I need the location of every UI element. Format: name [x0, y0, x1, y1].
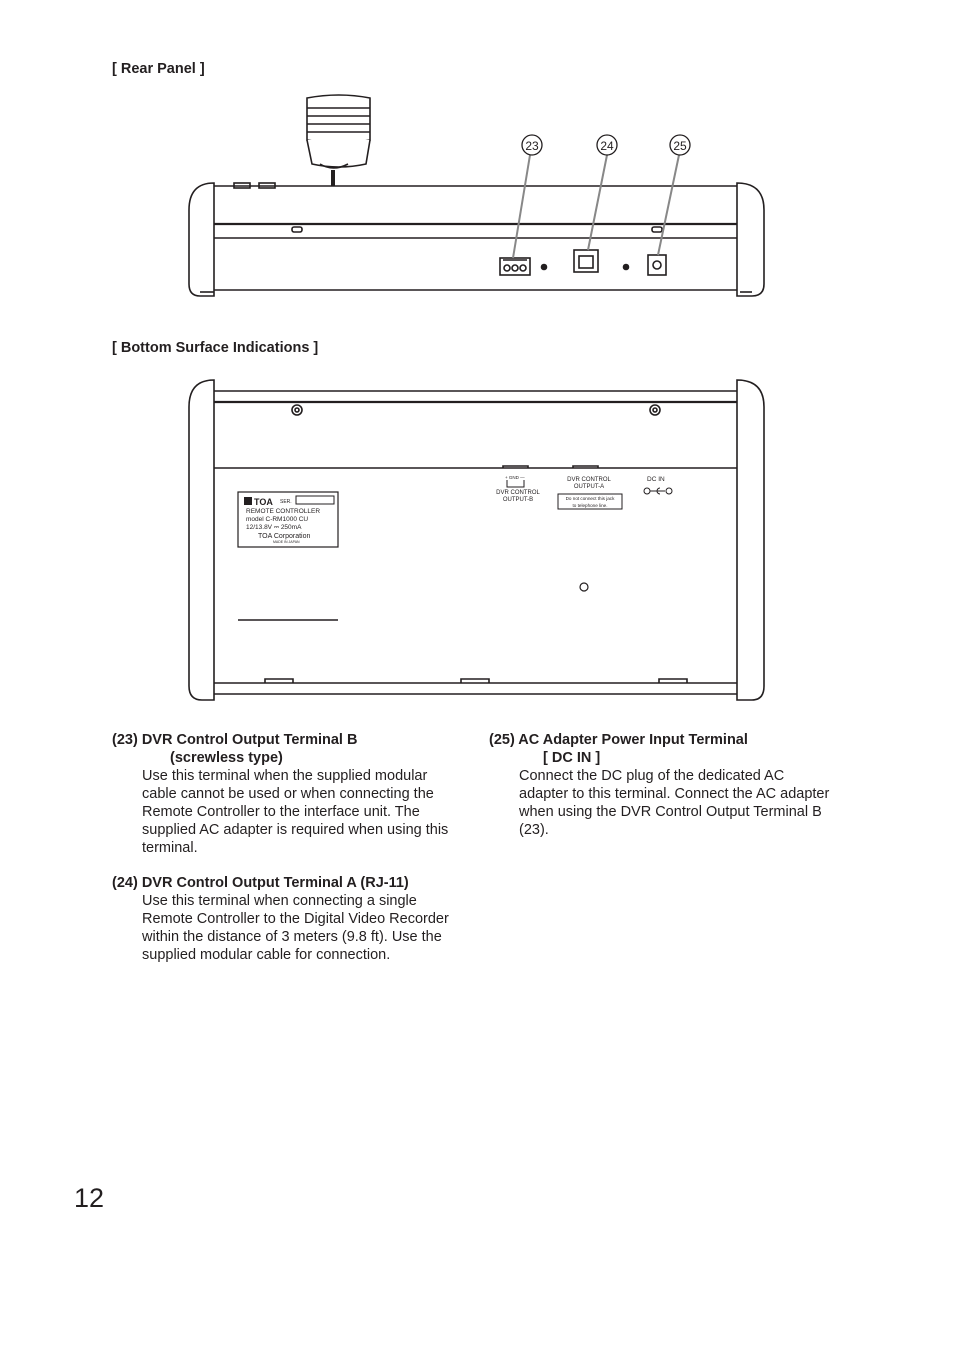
item-25-title: AC Adapter Power Input Terminal: [518, 732, 748, 748]
bottom-surface-title: [ Bottom Surface Indications ]: [112, 340, 319, 356]
item-23-line: supplied AC adapter is required when using this: [142, 822, 449, 838]
toa-logo-mark: [244, 497, 252, 505]
output-a-line1: DVR CONTROL: [567, 477, 611, 483]
item-25-line: Connect the DC plug of the dedicated AC: [519, 768, 785, 784]
dc-in-jack: [648, 255, 666, 275]
item-25-subtitle: [ DC IN ]: [543, 750, 601, 766]
item-23-line: Remote Controller to the interface unit. The: [142, 804, 420, 820]
label-line1: REMOTE CONTROLLER: [246, 508, 321, 515]
item-24-line: Use this terminal when connecting a single: [142, 893, 417, 909]
item-24: [112, 874, 464, 964]
item-23-line: cable cannot be used or when connecting the: [142, 786, 434, 802]
output-a-warn2: to telephone line.: [572, 503, 608, 508]
item-23-line: terminal.: [142, 840, 198, 856]
item-25-line: (23).: [519, 822, 549, 838]
item-25: [489, 731, 840, 839]
item-24-num: (24): [112, 875, 138, 891]
output-a-line2: OUTPUT-A: [573, 484, 605, 490]
label-line3: 12/13.8V ⎓ 250mA: [246, 524, 302, 531]
rear-panel-diagram: [0, 0, 954, 330]
item-23-title: DVR Control Output Terminal B: [141, 732, 358, 748]
item-23: [112, 731, 464, 857]
callout-23-label: 23: [525, 139, 539, 153]
label-brand: TOA: [254, 497, 273, 507]
item-23-line: Use this terminal when the supplied modular: [142, 768, 428, 784]
dc-in-label: DC IN: [647, 476, 665, 483]
item-25-num: (25): [489, 732, 515, 748]
callout-25-label: 25: [673, 139, 687, 153]
item-24-line: Remote Controller to the Digital Video Recorder: [142, 911, 449, 927]
label-line2: model C-RM1000 CU: [246, 516, 309, 523]
output-b-line1: DVR CONTROL: [496, 490, 540, 496]
joystick-icon: [307, 95, 370, 186]
rear-panel-title: [ Rear Panel ]: [112, 61, 205, 77]
label-line4: TOA Corporation: [258, 533, 311, 540]
page-number: 12: [74, 1183, 105, 1213]
item-24-line: supplied modular cable for connection.: [142, 947, 391, 963]
item-24-line: within the distance of 3 meters (9.8 ft). Use the: [142, 929, 442, 945]
label-ser: SER.: [280, 499, 292, 505]
item-23-subtitle: (screwless type): [170, 750, 283, 766]
item-24-title: DVR Control Output Terminal A (RJ-11): [141, 875, 409, 891]
output-b-line2: OUTPUT-B: [502, 497, 534, 503]
item-23-num: (23): [112, 732, 138, 748]
output-a-warn1: Do not connect this jack: [565, 496, 615, 501]
callout-24-label: 24: [600, 139, 614, 153]
label-line5: MADE IN JAPAN: [273, 540, 300, 544]
item-25-line: adapter to this terminal. Connect the AC adapter: [519, 786, 830, 802]
bottom-surface-diagram: [0, 370, 954, 710]
output-b-polarity: + GND —: [505, 475, 525, 480]
item-25-line: when using the DVR Control Output Terminal B: [519, 804, 822, 820]
